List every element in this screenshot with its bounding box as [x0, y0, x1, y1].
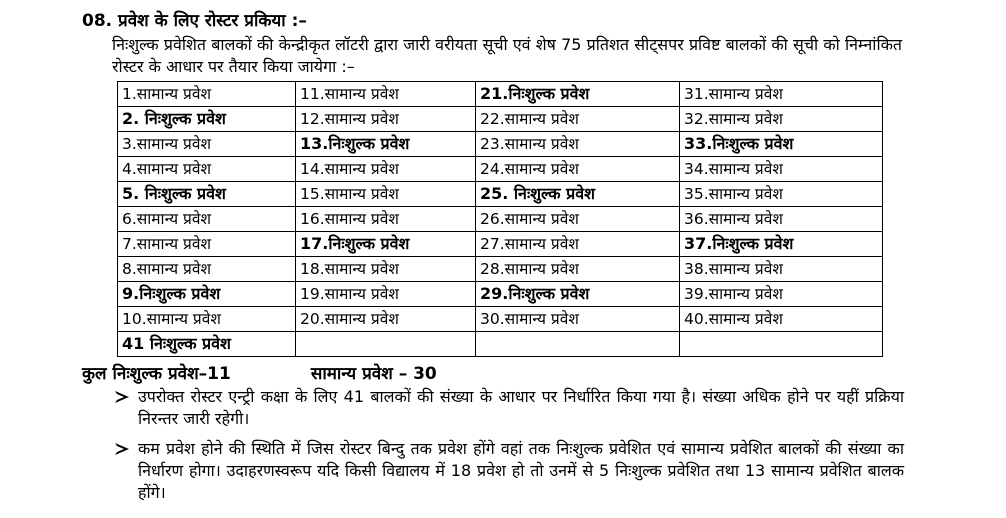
roster-cell-general: 11.सामान्य प्रवेश [296, 82, 476, 107]
roster-cell-general: 7.सामान्य प्रवेश [118, 232, 296, 257]
roster-cell-general: 6.सामान्य प्रवेश [118, 207, 296, 232]
totals-line [82, 361, 437, 384]
arrow-bullet-icon [114, 442, 130, 456]
roster-row [118, 232, 883, 257]
roster-cell-general: 19.सामान्य प्रवेश [296, 282, 476, 307]
roster-cell-free: 9.निःशुल्क प्रवेश [118, 282, 296, 307]
roster-row [118, 182, 883, 207]
roster-cell-free: 17.निःशुल्क प्रवेश [296, 232, 476, 257]
roster-cell-general: 20.सामान्य प्रवेश [296, 307, 476, 332]
total-free-admissions: कुल निःशुल्क प्रवेश–11 [82, 364, 231, 384]
total-general-admissions: सामान्य प्रवेश – 30 [310, 364, 437, 384]
roster-cell-general: 14.सामान्य प्रवेश [296, 157, 476, 182]
roster-cell-general: 40.सामान्य प्रवेश [680, 307, 883, 332]
roster-cell-general: 31.सामान्य प्रवेश [680, 82, 883, 107]
roster-cell-general: 38.सामान्य प्रवेश [680, 257, 883, 282]
roster-row [118, 107, 883, 132]
roster-cell-general: 35.सामान्य प्रवेश [680, 182, 883, 207]
roster-table [117, 81, 883, 357]
roster-cell-general: 28.सामान्य प्रवेश [476, 257, 680, 282]
roster-cell-general: 15.सामान्य प्रवेश [296, 182, 476, 207]
roster-row [118, 132, 883, 157]
roster-cell-free: 2. निःशुल्क प्रवेश [118, 107, 296, 132]
roster-cell-general: 26.सामान्य प्रवेश [476, 207, 680, 232]
section-heading: 08. प्रवेश के लिए रोस्टर प्रकिया :– [82, 11, 307, 31]
roster-cell-free: 29.निःशुल्क प्रवेश [476, 282, 680, 307]
roster-cell-empty [680, 332, 883, 357]
roster-cell-free: 33.निःशुल्क प्रवेश [680, 132, 883, 157]
roster-cell-general: 18.सामान्य प्रवेश [296, 257, 476, 282]
roster-row [118, 332, 883, 357]
roster-row [118, 282, 883, 307]
roster-row [118, 257, 883, 282]
arrow-bullet-icon [114, 390, 130, 404]
roster-row [118, 307, 883, 332]
roster-cell-general: 36.सामान्य प्रवेश [680, 207, 883, 232]
roster-cell-general: 30.सामान्य प्रवेश [476, 307, 680, 332]
roster-cell-general: 1.सामान्य प्रवेश [118, 82, 296, 107]
roster-cell-free: 13.निःशुल्क प्रवेश [296, 132, 476, 157]
roster-cell-free: 37.निःशुल्क प्रवेश [680, 232, 883, 257]
roster-cell-general: 8.सामान्य प्रवेश [118, 257, 296, 282]
roster-cell-general: 32.सामान्य प्रवेश [680, 107, 883, 132]
intro-paragraph: निःशुल्क प्रवेशित बालकों की केन्द्रीकृत लॉटरी द्वारा जारी वरीयता सूची एवं शेष 75 प्रतिशत सीट्सपर प्रविष्ट बालकों की सूची को निम्नांकित रोस्टर के आधार पर तैयार किया जायेगा :– [112, 35, 902, 76]
roster-cell-free: 5. निःशुल्क प्रवेश [118, 182, 296, 207]
roster-cell-general: 16.सामान्य प्रवेश [296, 207, 476, 232]
roster-row [118, 157, 883, 182]
roster-cell-free: 21.निःशुल्क प्रवेश [476, 82, 680, 107]
note-text: कम प्रवेश होने की स्थिति में जिस रोस्टर बिन्दु तक प्रवेश होंगे वहां तक निःशुल्क प्रवेशित एवं सामान्य प्रवेशित बालकों की संख्या का निर्धारण होगा। उदाहरणस्वरूप यदि किसी विद्यालय में 18 प्रवेश हो तो उनमें से 5 निःशुल्क प्रवेशित तथा 13 सामान्य प्रवेशित बालक होंगे। [138, 439, 904, 502]
roster-cell-general: 12.सामान्य प्रवेश [296, 107, 476, 132]
roster-cell-general: 27.सामान्य प्रवेश [476, 232, 680, 257]
roster-cell-general: 10.सामान्य प्रवेश [118, 307, 296, 332]
roster-cell-general: 3.सामान्य प्रवेश [118, 132, 296, 157]
roster-row [118, 82, 883, 107]
note-text: उपरोक्त रोस्टर एन्ट्री कक्षा के लिए 41 बालकों की संख्या के आधार पर निर्धारित किया गया है। संख्या अधिक होने पर यहीं प्रक्रिया निरन्तर जारी रहेगी। [138, 387, 904, 428]
roster-cell-general: 22.सामान्य प्रवेश [476, 107, 680, 132]
roster-cell-empty [476, 332, 680, 357]
roster-cell-general: 4.सामान्य प्रवेश [118, 157, 296, 182]
notes-list [114, 386, 904, 504]
roster-cell-free: 41 निःशुल्क प्रवेश [118, 332, 296, 357]
roster-cell-empty [296, 332, 476, 357]
roster-cell-free: 25. निःशुल्क प्रवेश [476, 182, 680, 207]
note-item [114, 438, 904, 504]
roster-cell-general: 24.सामान्य प्रवेश [476, 157, 680, 182]
roster-row [118, 207, 883, 232]
roster-cell-general: 34.सामान्य प्रवेश [680, 157, 883, 182]
roster-cell-general: 23.सामान्य प्रवेश [476, 132, 680, 157]
roster-cell-general: 39.सामान्य प्रवेश [680, 282, 883, 307]
note-item [114, 386, 904, 430]
roster-body [118, 82, 883, 357]
